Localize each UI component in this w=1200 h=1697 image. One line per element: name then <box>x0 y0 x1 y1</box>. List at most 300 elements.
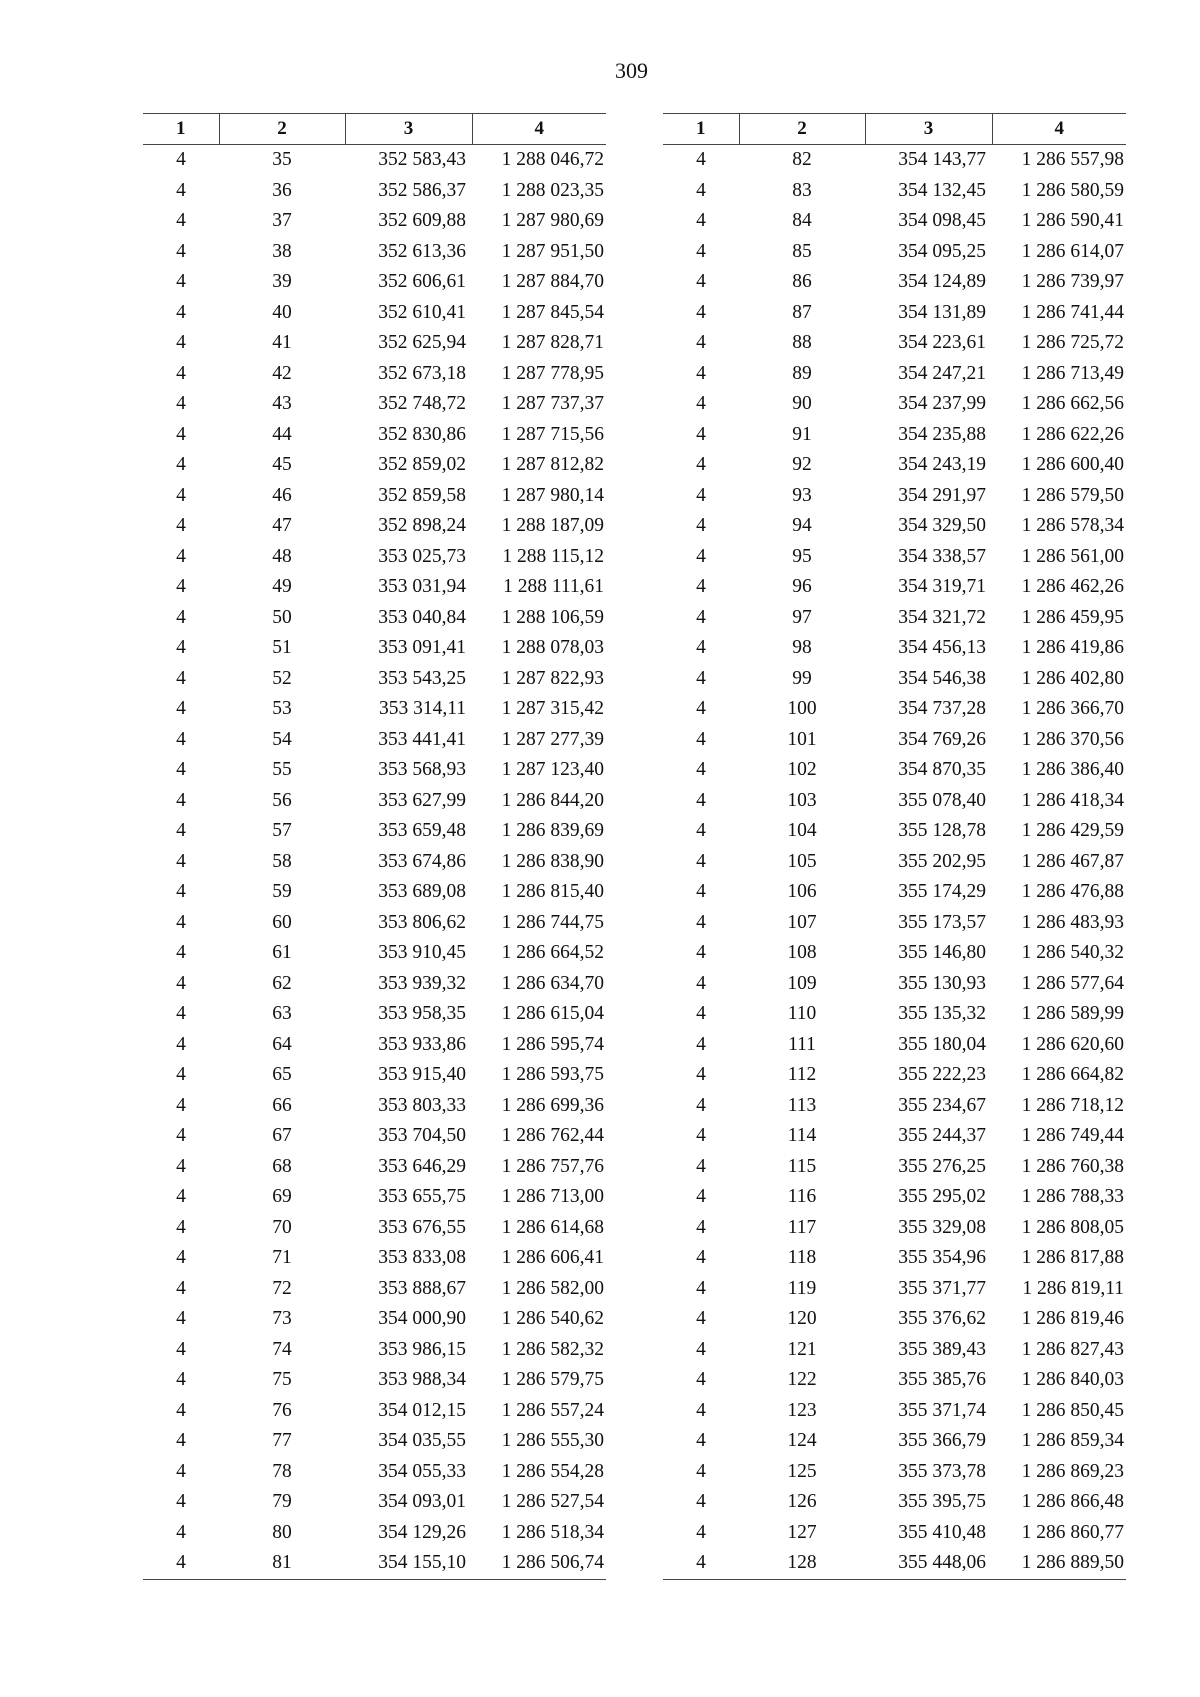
table-row <box>663 1335 1126 1366</box>
table-cell: 124 <box>787 1430 817 1451</box>
table-cell: 353 627,99 <box>378 789 466 811</box>
table-cell: 4 <box>696 576 706 597</box>
table-cell: 79 <box>272 1491 292 1512</box>
table-cell: 72 <box>272 1277 292 1299</box>
table-cell: 1 287 812,82 <box>501 454 604 475</box>
table-cell: 1 286 370,56 <box>1021 728 1124 750</box>
column-header: 4 <box>472 114 606 145</box>
table-cell: 1 287 828,71 <box>501 332 604 353</box>
table-cell: 355 366,79 <box>898 1430 986 1451</box>
table-cell: 1 286 600,40 <box>1021 454 1124 475</box>
table-row <box>663 511 1126 542</box>
table-cell: 355 371,74 <box>898 1399 986 1421</box>
table-cell: 4 <box>176 1216 186 1238</box>
table-cell: 4 <box>696 362 706 384</box>
table-cell: 4 <box>143 1548 219 1579</box>
table-cell: 1 287 980,69 <box>501 210 604 231</box>
table-cell: 4 <box>176 1155 186 1177</box>
table-cell: 68 <box>272 1155 292 1177</box>
table-cell: 1 286 606,41 <box>501 1247 604 1268</box>
table-cell: 45 <box>272 454 292 475</box>
table-cell: 4 <box>696 637 706 658</box>
table-row <box>143 1365 606 1396</box>
table-cell: 1 286 819,46 <box>1021 1308 1124 1329</box>
table-cell: 4 <box>176 484 186 506</box>
table-row <box>663 1091 1126 1122</box>
table-cell: 102 <box>787 759 817 780</box>
table-row <box>663 1121 1126 1152</box>
table-cell: 4 <box>176 240 186 262</box>
table-cell: 62 <box>272 972 292 994</box>
table-cell: 97 <box>792 606 812 628</box>
table-cell: 1 286 540,62 <box>501 1308 604 1329</box>
table-cell: 354 000,90 <box>378 1308 466 1329</box>
table-cell: 1 286 850,45 <box>1021 1399 1124 1421</box>
table-cell: 352 613,36 <box>378 240 466 262</box>
table-cell: 355 389,43 <box>898 1338 986 1360</box>
table-cell: 355 173,57 <box>898 911 986 933</box>
table-cell: 69 <box>272 1186 292 1207</box>
table-cell: 4 <box>696 606 706 628</box>
table-cell: 355 174,29 <box>898 881 986 902</box>
table-cell: 1 287 715,56 <box>501 423 604 445</box>
table-cell: 352 610,41 <box>378 301 466 323</box>
table-cell: 354 870,35 <box>898 759 986 780</box>
table-cell: 354 012,15 <box>378 1399 466 1421</box>
table-cell: 104 <box>787 820 817 841</box>
table-cell: 354 247,21 <box>898 362 986 384</box>
table-cell: 354 124,89 <box>898 271 986 292</box>
table-cell: 101 <box>787 728 817 750</box>
table-cell: 123 <box>787 1399 817 1421</box>
table-cell: 1 286 506,74 <box>472 1548 606 1579</box>
table-cell: 353 986,15 <box>378 1338 466 1360</box>
table-cell: 1 286 540,32 <box>1021 942 1124 963</box>
table-row <box>143 1548 606 1579</box>
table-cell: 355 276,25 <box>898 1155 986 1177</box>
table-cell: 51 <box>272 637 292 658</box>
table-cell: 105 <box>787 850 817 872</box>
table-cell: 63 <box>272 1003 292 1024</box>
table-row <box>663 237 1126 268</box>
table-cell: 4 <box>696 728 706 750</box>
table-row <box>143 298 606 329</box>
table-cell: 1 286 429,59 <box>1021 820 1124 841</box>
table-row <box>143 511 606 542</box>
table-row <box>663 938 1126 969</box>
table-cell: 112 <box>787 1064 817 1085</box>
table-row <box>143 572 606 603</box>
table-cell: 4 <box>696 240 706 262</box>
table-cell: 4 <box>696 942 706 963</box>
table-cell: 4 <box>176 301 186 323</box>
table-row <box>663 1518 1126 1549</box>
table-cell: 353 689,08 <box>378 881 466 902</box>
table-row <box>663 1304 1126 1335</box>
table-cell: 1 288 046,72 <box>501 149 604 170</box>
table-cell: 4 <box>176 1338 186 1360</box>
table-cell: 4 <box>696 1369 706 1390</box>
table-cell: 50 <box>272 606 292 628</box>
table-cell: 4 <box>696 1247 706 1268</box>
table-body-left <box>143 145 606 1580</box>
table-cell: 1 286 739,97 <box>1021 271 1124 292</box>
table-cell: 1 286 580,59 <box>1021 179 1124 201</box>
table-cell: 1 286 459,95 <box>1021 606 1124 628</box>
table-cell: 1 286 386,40 <box>1021 759 1124 780</box>
table-row <box>143 420 606 451</box>
table-cell: 4 <box>696 1491 706 1512</box>
table-cell: 1 286 699,36 <box>501 1094 604 1116</box>
column-header: 1 <box>143 114 219 145</box>
table-cell: 1 286 483,93 <box>1021 911 1124 933</box>
table-cell: 90 <box>792 393 812 414</box>
table-cell: 94 <box>792 515 812 536</box>
table-cell: 355 078,40 <box>898 789 986 811</box>
table-cell: 57 <box>272 820 292 841</box>
table-cell: 114 <box>787 1125 817 1146</box>
table-row <box>663 389 1126 420</box>
table-cell: 4 <box>696 1003 706 1024</box>
table-cell: 4 <box>176 1369 186 1390</box>
table-cell: 1 287 737,37 <box>501 393 604 414</box>
table-cell: 1 287 951,50 <box>501 240 604 262</box>
table-cell: 53 <box>272 698 292 719</box>
table-row <box>143 1274 606 1305</box>
table-row <box>663 572 1126 603</box>
table-cell: 352 830,86 <box>378 423 466 445</box>
table-cell: 353 806,62 <box>378 911 466 933</box>
table-cell: 73 <box>272 1308 292 1329</box>
table-cell: 353 939,32 <box>378 972 466 994</box>
table-row <box>143 176 606 207</box>
table-cell: 4 <box>176 1247 186 1268</box>
column-header: 3 <box>345 114 472 145</box>
table-cell: 4 <box>696 1155 706 1177</box>
table-cell: 82 <box>792 149 812 170</box>
table-cell: 80 <box>272 1521 292 1543</box>
table-cell: 355 385,76 <box>898 1369 986 1390</box>
table-cell: 4 <box>696 820 706 841</box>
table-cell: 354 319,71 <box>898 576 986 597</box>
table-cell: 43 <box>272 393 292 414</box>
table-cell: 352 898,24 <box>378 515 466 536</box>
coordinates-table-left <box>143 113 606 1580</box>
table-cell: 355 244,37 <box>898 1125 986 1146</box>
table-cell: 1 286 889,50 <box>992 1548 1126 1579</box>
table-cell: 4 <box>696 301 706 323</box>
table-cell: 99 <box>792 667 812 689</box>
table-row <box>143 816 606 847</box>
table-row <box>663 1426 1126 1457</box>
table-cell: 46 <box>272 484 292 506</box>
table-cell: 354 129,26 <box>378 1521 466 1543</box>
table-row <box>143 450 606 481</box>
table-cell: 126 <box>787 1491 817 1512</box>
table-cell: 1 286 579,50 <box>1021 484 1124 506</box>
table-cell: 1 286 866,48 <box>1021 1491 1124 1512</box>
table-row <box>663 1365 1126 1396</box>
table-cell: 44 <box>272 423 292 445</box>
table-cell: 122 <box>787 1369 817 1390</box>
table-cell: 39 <box>272 271 292 292</box>
coordinates-table-right <box>663 113 1126 1580</box>
table-row <box>663 542 1126 573</box>
table-cell: 355 410,48 <box>898 1521 986 1543</box>
table-cell: 353 314,11 <box>378 698 466 719</box>
table-row <box>143 1121 606 1152</box>
table-cell: 4 <box>176 606 186 628</box>
table-row <box>143 603 606 634</box>
table-row <box>663 725 1126 756</box>
table-cell: 64 <box>272 1033 292 1055</box>
table-row <box>663 847 1126 878</box>
table-cell: 1 286 527,54 <box>501 1491 604 1512</box>
table-cell: 110 <box>787 1003 817 1024</box>
table-cell: 4 <box>176 545 186 567</box>
table-cell: 4 <box>176 1277 186 1299</box>
table-row <box>143 1518 606 1549</box>
table-row <box>143 267 606 298</box>
table-cell: 354 338,57 <box>898 545 986 567</box>
table-cell: 54 <box>272 728 292 750</box>
table-row <box>143 664 606 695</box>
table-cell: 352 859,02 <box>378 454 466 475</box>
table-cell: 1 286 561,00 <box>1021 545 1124 567</box>
table-cell: 355 234,67 <box>898 1094 986 1116</box>
table-cell: 40 <box>272 301 292 323</box>
table-cell: 81 <box>219 1548 345 1579</box>
table-cell: 353 031,94 <box>378 576 466 597</box>
table-cell: 354 098,45 <box>898 210 986 231</box>
table-cell: 1 286 744,75 <box>501 911 604 933</box>
table-cell: 353 910,45 <box>378 942 466 963</box>
table-row <box>143 1304 606 1335</box>
table-cell: 1 286 595,74 <box>501 1033 604 1055</box>
table-cell: 78 <box>272 1460 292 1482</box>
table-cell: 119 <box>787 1277 817 1299</box>
table-row <box>143 755 606 786</box>
table-cell: 76 <box>272 1399 292 1421</box>
table-cell: 35 <box>272 149 292 170</box>
table-cell: 4 <box>176 942 186 963</box>
table-cell: 4 <box>696 1430 706 1451</box>
column-header: 3 <box>865 114 992 145</box>
table-cell: 4 <box>696 1338 706 1360</box>
table-cell: 108 <box>787 942 817 963</box>
table-cell: 353 915,40 <box>378 1064 466 1085</box>
table-row <box>143 542 606 573</box>
table-cell: 4 <box>696 667 706 689</box>
table-cell: 354 237,99 <box>898 393 986 414</box>
table-cell: 1 288 111,61 <box>503 576 604 597</box>
table-cell: 4 <box>176 210 186 231</box>
table-row <box>143 1243 606 1274</box>
table-cell: 355 146,80 <box>898 942 986 963</box>
table-cell: 65 <box>272 1064 292 1085</box>
table-cell: 98 <box>792 637 812 658</box>
table-body-right <box>663 145 1126 1580</box>
table-row <box>143 1030 606 1061</box>
table-row <box>663 999 1126 1030</box>
table-cell: 4 <box>696 972 706 994</box>
table-cell: 106 <box>787 881 817 902</box>
table-cell: 4 <box>696 1521 706 1543</box>
table-row <box>663 1030 1126 1061</box>
table-cell: 355 128,78 <box>898 820 986 841</box>
table-cell: 4 <box>696 911 706 933</box>
table-cell: 1 286 518,34 <box>501 1521 604 1543</box>
table-cell: 4 <box>176 850 186 872</box>
table-cell: 56 <box>272 789 292 811</box>
table-cell: 93 <box>792 484 812 506</box>
table-row <box>143 1152 606 1183</box>
table-cell: 4 <box>696 1064 706 1085</box>
table-cell: 353 646,29 <box>378 1155 466 1177</box>
table-cell: 4 <box>176 332 186 353</box>
table-row <box>663 755 1126 786</box>
table-cell: 353 933,86 <box>378 1033 466 1055</box>
table-cell: 352 859,58 <box>378 484 466 506</box>
table-cell: 37 <box>272 210 292 231</box>
table-cell: 1 288 106,59 <box>501 606 604 628</box>
table-cell: 1 286 749,44 <box>1021 1125 1124 1146</box>
table-row <box>143 237 606 268</box>
table-cell: 355 222,23 <box>898 1064 986 1085</box>
table-row <box>143 1487 606 1518</box>
table-cell: 353 888,67 <box>378 1277 466 1299</box>
table-cell: 1 287 884,70 <box>501 271 604 292</box>
table-cell: 354 291,97 <box>898 484 986 506</box>
table-cell: 352 625,94 <box>378 332 466 353</box>
table-cell: 4 <box>176 1399 186 1421</box>
table-cell: 352 586,37 <box>378 179 466 201</box>
table-cell: 1 287 822,93 <box>501 667 604 689</box>
table-cell: 1 286 467,87 <box>1021 850 1124 872</box>
table-row <box>663 786 1126 817</box>
table-row <box>663 1152 1126 1183</box>
table-cell: 4 <box>696 454 706 475</box>
table-cell: 1 286 741,44 <box>1021 301 1124 323</box>
table-cell: 1 286 476,88 <box>1021 881 1124 902</box>
table-cell: 354 155,10 <box>345 1548 472 1579</box>
table-cell: 1 286 555,30 <box>501 1430 604 1451</box>
table-cell: 352 606,61 <box>378 271 466 292</box>
table-cell: 55 <box>272 759 292 780</box>
table-cell: 4 <box>176 698 186 719</box>
table-cell: 353 958,35 <box>378 1003 466 1024</box>
table-cell: 352 673,18 <box>378 362 466 384</box>
table-cell: 107 <box>787 911 817 933</box>
table-row <box>143 1060 606 1091</box>
table-cell: 355 376,62 <box>898 1308 986 1329</box>
table-row <box>143 1457 606 1488</box>
table-row <box>143 145 606 176</box>
table-cell: 1 287 123,40 <box>501 759 604 780</box>
table-row <box>663 298 1126 329</box>
table-cell: 4 <box>696 1186 706 1207</box>
table-cell: 354 329,50 <box>898 515 986 536</box>
table-cell: 1 286 838,90 <box>501 850 604 872</box>
table-cell: 4 <box>176 728 186 750</box>
table-cell: 4 <box>176 271 186 292</box>
table-cell: 100 <box>787 698 817 719</box>
table-cell: 354 546,38 <box>898 667 986 689</box>
table-row <box>143 999 606 1030</box>
table-cell: 4 <box>696 332 706 353</box>
table-cell: 1 286 762,44 <box>501 1125 604 1146</box>
table-cell: 109 <box>787 972 817 994</box>
table-cell: 48 <box>272 545 292 567</box>
table-cell: 88 <box>792 332 812 353</box>
table-cell: 120 <box>787 1308 817 1329</box>
table-cell: 85 <box>792 240 812 262</box>
table-row <box>143 633 606 664</box>
table-cell: 1 286 819,11 <box>1022 1277 1124 1299</box>
table-cell: 1 286 662,56 <box>1021 393 1124 414</box>
table-cell: 49 <box>272 576 292 597</box>
table-cell: 4 <box>176 820 186 841</box>
table-cell: 4 <box>176 179 186 201</box>
table-cell: 1 286 590,41 <box>1021 210 1124 231</box>
table-row <box>663 694 1126 725</box>
table-cell: 1 286 718,12 <box>1021 1094 1124 1116</box>
table-cell: 1 286 860,77 <box>1021 1521 1124 1543</box>
table-cell: 4 <box>176 423 186 445</box>
table-cell: 354 456,13 <box>898 637 986 658</box>
table-cell: 4 <box>176 1094 186 1116</box>
table-cell: 103 <box>787 789 817 811</box>
table-row <box>663 176 1126 207</box>
table-row <box>663 816 1126 847</box>
table-cell: 1 286 713,00 <box>501 1186 604 1207</box>
table-row <box>663 267 1126 298</box>
table-row <box>143 1396 606 1427</box>
table-row <box>663 1060 1126 1091</box>
table-cell: 353 803,33 <box>378 1094 466 1116</box>
table-cell: 355 135,32 <box>898 1003 986 1024</box>
table-cell: 4 <box>696 1308 706 1329</box>
table-row <box>143 206 606 237</box>
table-cell: 86 <box>792 271 812 292</box>
table-header-row <box>663 114 1126 145</box>
table-cell: 4 <box>696 759 706 780</box>
table-cell: 354 235,88 <box>898 423 986 445</box>
table-cell: 353 655,75 <box>378 1186 466 1207</box>
table-cell: 4 <box>663 1548 739 1579</box>
table-cell: 87 <box>792 301 812 323</box>
table-cell: 70 <box>272 1216 292 1238</box>
table-row <box>663 359 1126 390</box>
table-row <box>663 1182 1126 1213</box>
table-row <box>143 1091 606 1122</box>
table-cell: 71 <box>272 1247 292 1268</box>
table-cell: 1 286 808,05 <box>1021 1216 1124 1238</box>
column-header: 2 <box>219 114 345 145</box>
table-header-row <box>143 114 606 145</box>
table-cell: 354 131,89 <box>898 301 986 323</box>
table-cell: 4 <box>696 881 706 902</box>
table-row <box>663 633 1126 664</box>
table-cell: 4 <box>176 454 186 475</box>
table-cell: 354 223,61 <box>898 332 986 353</box>
table-cell: 4 <box>176 637 186 658</box>
table-cell: 1 286 577,64 <box>1021 972 1124 994</box>
table-cell: 1 286 615,04 <box>501 1003 604 1024</box>
table-cell: 1 286 557,98 <box>1021 149 1124 170</box>
page-number: 309 <box>615 58 648 83</box>
table-cell: 4 <box>176 1430 186 1451</box>
